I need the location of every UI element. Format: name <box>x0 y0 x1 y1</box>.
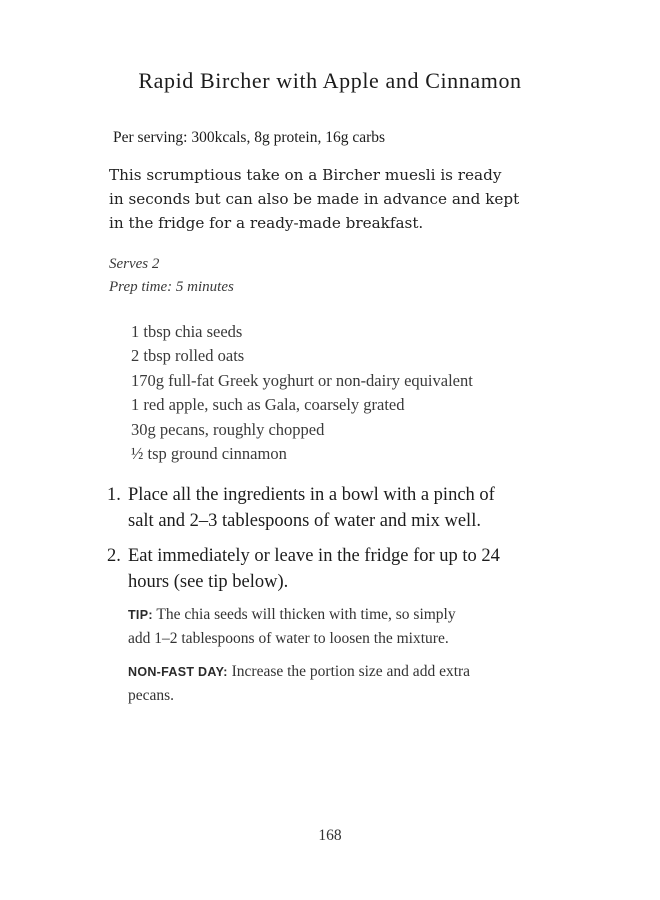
non-fast-day-note <box>128 660 528 708</box>
method-steps <box>107 482 537 604</box>
ingredient-item: ½ tsp ground cinnamon <box>131 444 287 464</box>
tip-text: add 1–2 tablespoons of water to loosen the mixture. <box>128 630 449 647</box>
tip-label: TIP: <box>128 608 153 622</box>
ingredients-list <box>131 320 473 466</box>
step-text: salt and 2–3 tablespoons of water and mix well. <box>128 511 481 531</box>
page-number: 168 <box>318 827 342 844</box>
ingredient-item: 1 tbsp chia seeds <box>131 322 243 341</box>
tip-note <box>128 603 528 651</box>
step-text: Eat immediately or leave in the fridge for up to 24 <box>128 546 500 566</box>
ingredient-item: 1 red apple, such as Gala, coarsely grated <box>131 395 405 415</box>
serves: Serves 2 <box>109 256 160 272</box>
non-fast-day-label: NON-FAST DAY: <box>128 665 228 679</box>
non-fast-day-text: pecans. <box>128 687 175 704</box>
step-number: 1. <box>107 485 121 505</box>
non-fast-day-text: Increase the portion size and add extra <box>231 663 471 680</box>
recipe-intro <box>109 163 549 235</box>
ingredient-item: 2 tbsp rolled oats <box>131 346 245 366</box>
method-step <box>107 543 537 595</box>
step-number: 2. <box>107 546 121 566</box>
recipe-title: Rapid Bircher with Apple and Cinnamon <box>138 68 522 93</box>
step-text: Place all the ingredients in a bowl with a pinch of <box>128 485 495 505</box>
intro-line: in the fridge for a ready-made breakfast. <box>109 214 424 232</box>
per-serving-nutrition: Per serving: 300kcals, 8g protein, 16g carbs <box>113 129 386 146</box>
ingredient-item: 170g full-fat Greek yoghurt or non-dairy equivalent <box>131 370 473 390</box>
ingredient-item: 30g pecans, roughly chopped <box>131 419 325 439</box>
recipe-meta <box>109 253 234 299</box>
tip-text: The chia seeds will thicken with time, so simply <box>156 606 456 623</box>
step-text: hours (see tip below). <box>128 572 289 592</box>
prep-time: Prep time: 5 minutes <box>109 279 234 295</box>
intro-line: This scrumptious take on a Bircher muesli is ready <box>109 166 502 184</box>
intro-line: in seconds but can also be made in advance and kept <box>109 190 520 208</box>
method-step <box>107 482 537 534</box>
